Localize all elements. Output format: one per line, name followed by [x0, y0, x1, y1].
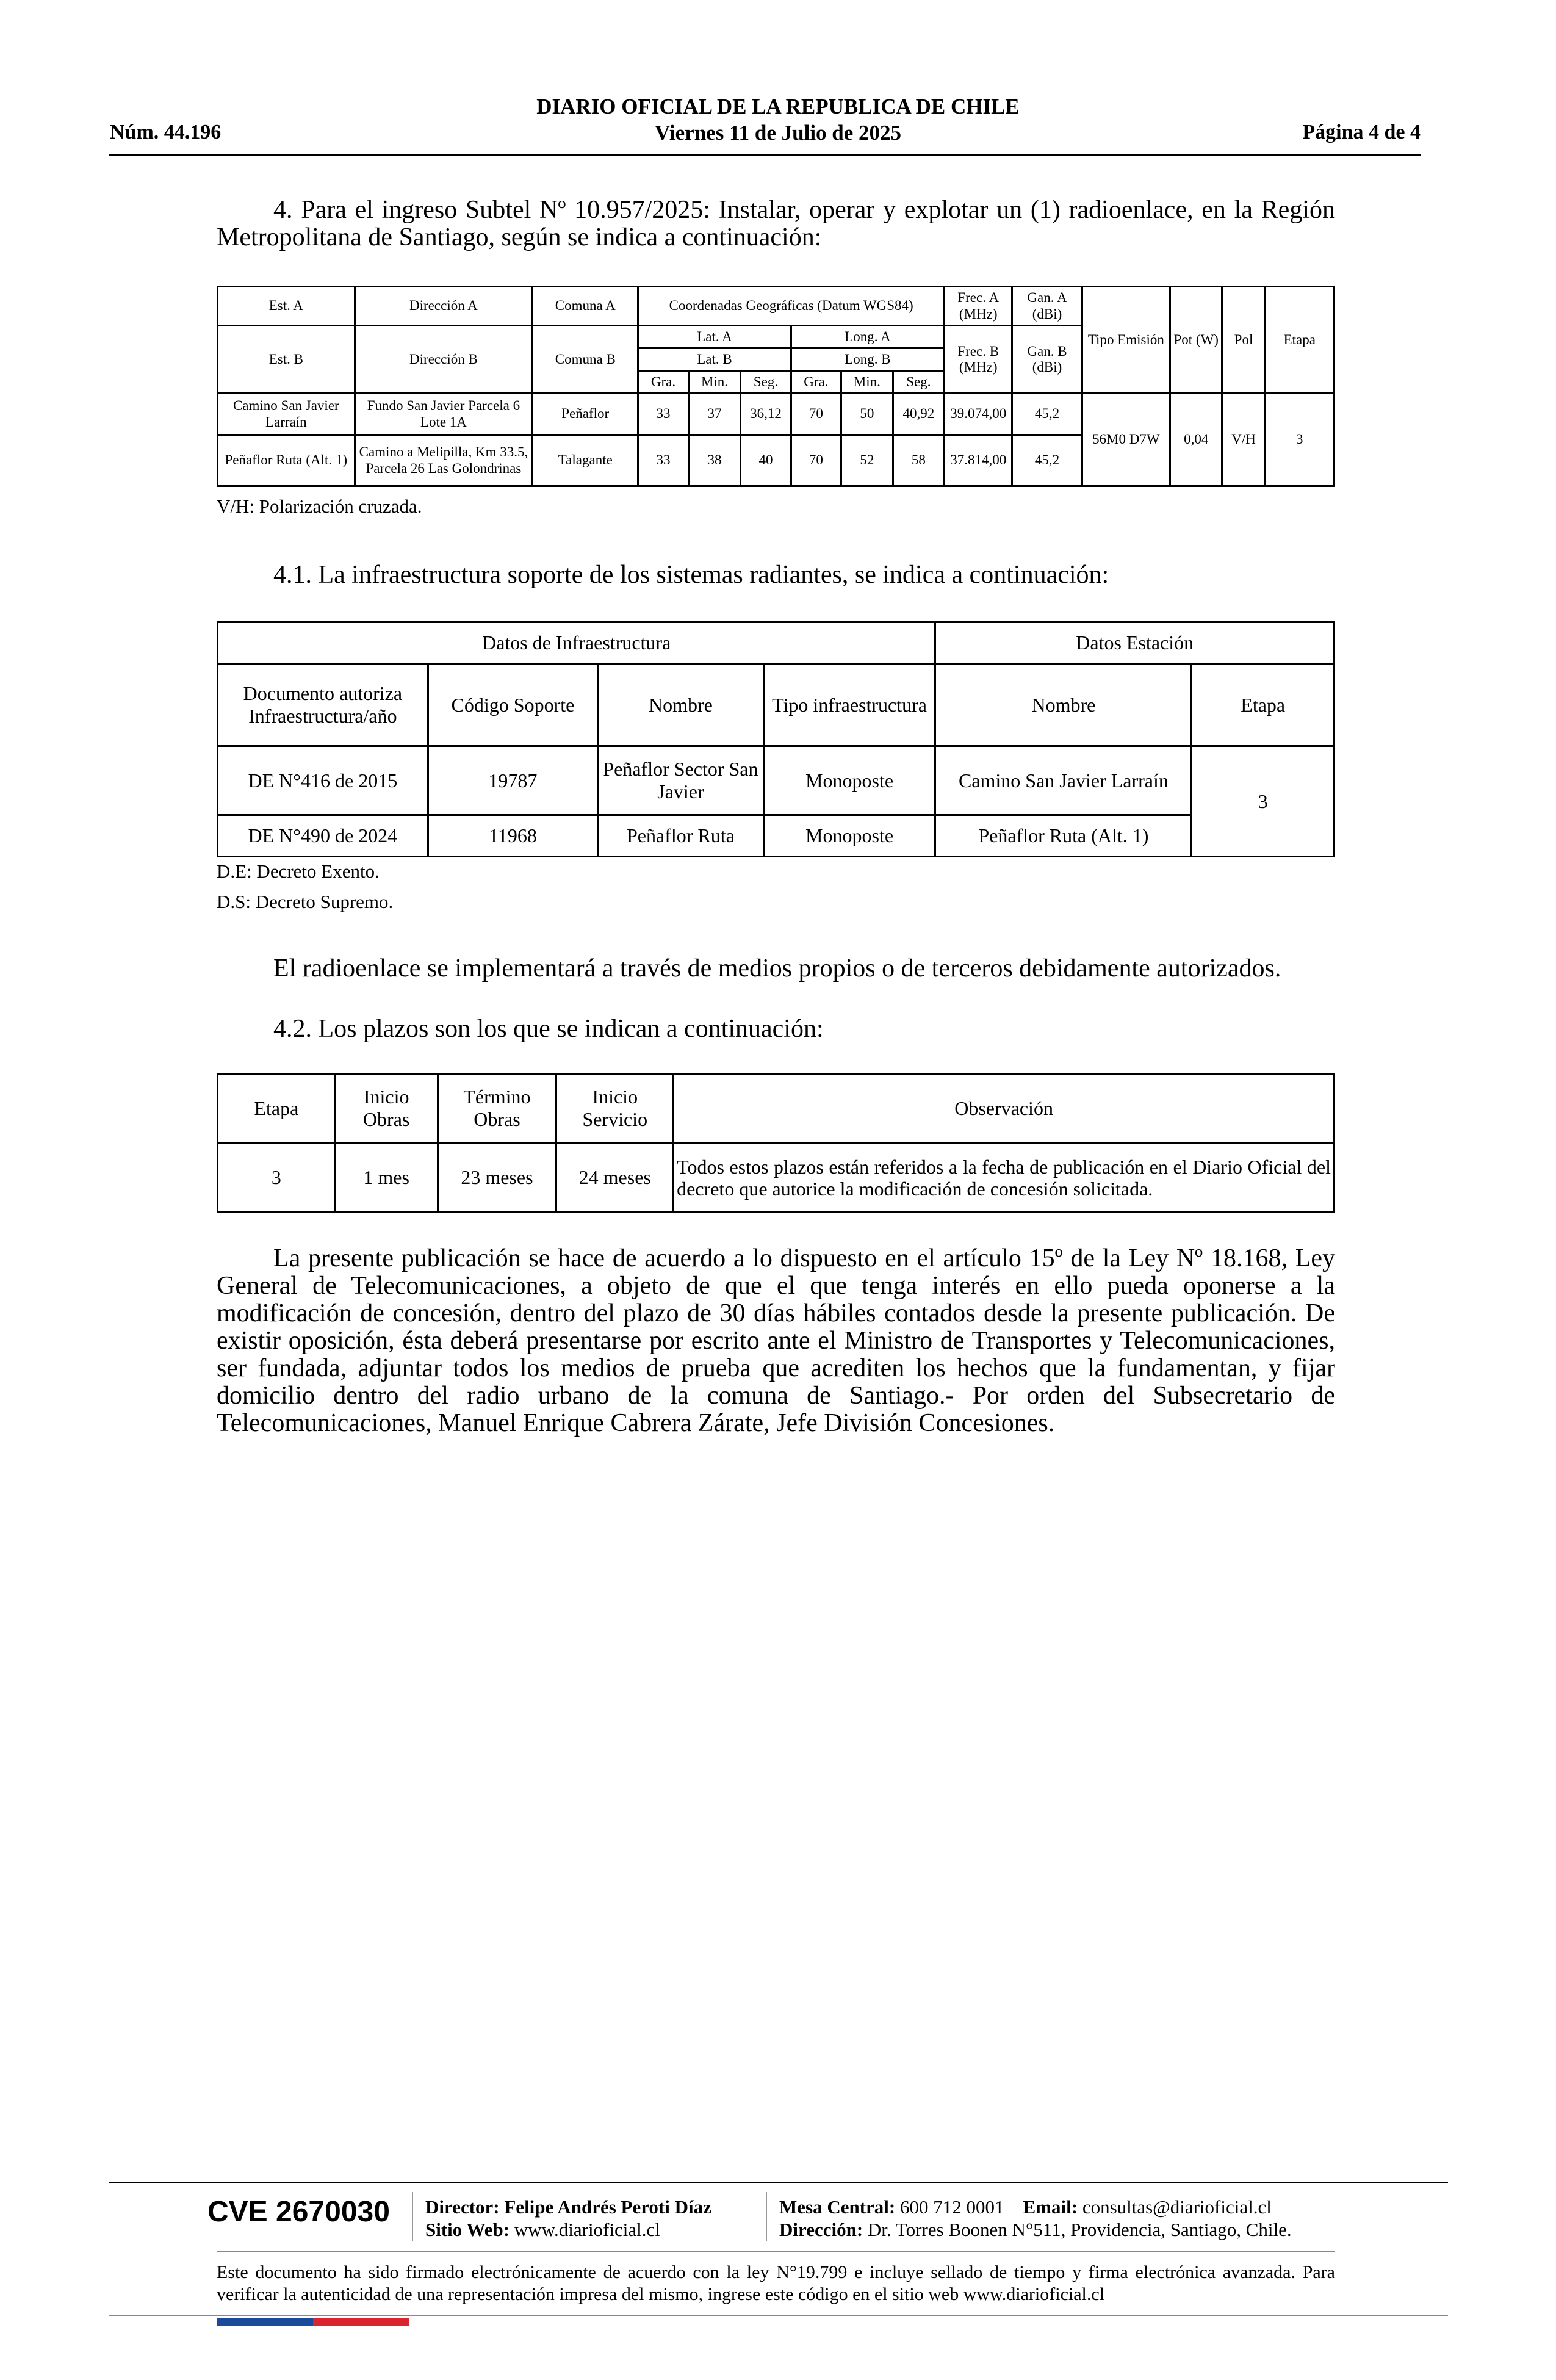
col-documento: Documento autoriza Infraestructura/año: [218, 664, 428, 746]
cell: 19787: [428, 746, 597, 815]
col-lat-gra: Gra.: [638, 371, 688, 394]
cell: 40: [741, 435, 791, 486]
cell: 45,2: [1012, 394, 1082, 435]
col-lat-seg: Seg.: [741, 371, 791, 394]
col-lat-min: Min.: [688, 371, 741, 394]
web-link[interactable]: www.diarioficial.cl: [514, 2219, 660, 2240]
col-com-b: Comuna B: [533, 326, 638, 394]
station-a-name: Camino San Javier Larraín: [218, 394, 355, 435]
cell: 70: [791, 435, 841, 486]
note-decreto-exento: D.E: Decreto Exento.: [217, 860, 380, 882]
col-coord: Coordenadas Geográficas (Datum WGS84): [638, 287, 945, 326]
note-decreto-supremo: D.S: Decreto Supremo.: [217, 891, 394, 912]
table-row: [218, 394, 1334, 435]
flag-blue-stripe: [217, 2318, 313, 2326]
section-41-intro: 4.1. La infraestructura soporte de los sistemas radiantes, se indica a continuación:: [273, 561, 1109, 589]
section-42-intro: 4.2. Los plazos son los que se indican a continuación:: [273, 1015, 824, 1043]
phone: 600 712 0001: [900, 2196, 1004, 2218]
cell: 1 mes: [335, 1143, 438, 1213]
web-label: Sitio Web:: [425, 2219, 510, 2240]
col-long-a: Long. A: [791, 326, 944, 348]
footer-divider: [217, 2251, 1335, 2252]
etapa-value: 3: [1265, 394, 1334, 486]
col-etapa: Etapa: [1192, 664, 1334, 746]
cell: Peñaflor Ruta: [598, 815, 764, 857]
station-b-address: Camino a Melipilla, Km 33.5, Parcela 26 Las Golondrinas: [355, 435, 533, 486]
col-com-a: Comuna A: [533, 287, 638, 326]
col-dir-b: Dirección B: [355, 326, 533, 394]
col-tipo-infra: Tipo infraestructura: [763, 664, 935, 746]
publication-title: DIARIO OFICIAL DE LA REPUBLICA DE CHILE: [536, 95, 1020, 118]
issue-number: Núm. 44.196: [110, 121, 222, 143]
station-b-comuna: Talagante: [533, 435, 638, 486]
cell: 36,12: [741, 394, 791, 435]
col-lat-a: Lat. A: [638, 326, 791, 348]
cell: 52: [841, 435, 893, 486]
col-tipo-emision: Tipo Emisión: [1082, 287, 1170, 394]
pot-value: 0,04: [1170, 394, 1222, 486]
cell: Monoposte: [763, 746, 935, 815]
col-frec-b: Frec. B (MHz): [945, 326, 1012, 394]
cell: Monoposte: [763, 815, 935, 857]
col-gan-a: Gan. A (dBi): [1012, 287, 1082, 326]
col-lon-seg: Seg.: [893, 371, 944, 394]
deadlines-table: [217, 1073, 1335, 1213]
col-gan-b: Gan. B (dBi): [1012, 326, 1082, 394]
flag-color-bar: [217, 2318, 409, 2326]
footer-separator: [766, 2192, 767, 2241]
flag-red-stripe: [313, 2318, 409, 2326]
col-pol: Pol: [1222, 287, 1265, 394]
polarization-note: V/H: Polarización cruzada.: [217, 496, 422, 517]
header-divider: [109, 154, 1421, 156]
col-nombre-estacion: Nombre: [935, 664, 1192, 746]
director-name: Felipe Andrés Peroti Díaz: [504, 2196, 711, 2218]
col-frec-a: Frec. A (MHz): [945, 287, 1012, 326]
table-row: [218, 1143, 1334, 1213]
email-link[interactable]: consultas@diarioficial.cl: [1082, 2196, 1272, 2218]
cve-code: CVE 2670030: [207, 2196, 390, 2228]
cell: 40,92: [893, 394, 944, 435]
col-nombre: Nombre: [598, 664, 764, 746]
col-inicio-servicio: Inicio Servicio: [556, 1074, 674, 1143]
cell: Peñaflor Ruta (Alt. 1): [935, 815, 1192, 857]
col-lat-b: Lat. B: [638, 348, 791, 371]
cell: 50: [841, 394, 893, 435]
section-4-intro: 4. Para el ingreso Subtel Nº 10.957/2025: Instalar, operar y explotar un (1) radioenlace, en la Región Metropolitana de Santiago, según se indica a continuación:: [217, 196, 1335, 251]
director-label: Director:: [425, 2196, 500, 2218]
infrastructure-table: [217, 621, 1335, 857]
footer-legal-text: Este documento ha sido firmado electrónicamente de acuerdo con la ley N°19.799 e incluye sellado de tiempo y firma electrónica avanzada. Para verificar la autenticidad de una representación impresa del mismo, ingrese este código en el sitio web www.diarioficial.cl: [217, 2262, 1335, 2304]
radiolink-table: [217, 286, 1335, 487]
address: Dr. Torres Boonen N°511, Providencia, Santiago, Chile.: [867, 2219, 1292, 2240]
col-dir-a: Dirección A: [355, 287, 533, 326]
col-est-b: Est. B: [218, 326, 355, 394]
tipo-emision-value: 56M0 D7W: [1082, 394, 1170, 486]
col-lon-min: Min.: [841, 371, 893, 394]
address-label: Dirección:: [779, 2219, 863, 2240]
col-codigo: Código Soporte: [428, 664, 597, 746]
table-row: [218, 815, 1334, 857]
col-est-a: Est. A: [218, 287, 355, 326]
col-long-b: Long. B: [791, 348, 944, 371]
col-pot: Pot (W): [1170, 287, 1222, 394]
footer-separator: [412, 2192, 413, 2241]
cell: 24 meses: [556, 1143, 674, 1213]
cell: 3: [218, 1143, 336, 1213]
station-a-comuna: Peñaflor: [533, 394, 638, 435]
mesa-label: Mesa Central:: [779, 2196, 896, 2218]
cell: 23 meses: [438, 1143, 556, 1213]
publication-date: Viernes 11 de Julio de 2025: [654, 121, 902, 145]
cell: 39.074,00: [945, 394, 1012, 435]
email-label: Email:: [1023, 2196, 1078, 2218]
col-etapa: Etapa: [1265, 287, 1334, 394]
cell: Peñaflor Sector San Javier: [598, 746, 764, 815]
pol-value: V/H: [1222, 394, 1265, 486]
table-row: [218, 746, 1334, 815]
cell: Camino San Javier Larraín: [935, 746, 1192, 815]
cell: 11968: [428, 815, 597, 857]
cell: 33: [638, 435, 688, 486]
col-termino-obras: Término Obras: [438, 1074, 556, 1143]
cell: 45,2: [1012, 435, 1082, 486]
col-lon-gra: Gra.: [791, 371, 841, 394]
station-b-name: Peñaflor Ruta (Alt. 1): [218, 435, 355, 486]
footer-divider: [109, 2182, 1448, 2183]
station-a-address: Fundo San Javier Parcela 6 Lote 1A: [355, 394, 533, 435]
page-number: Página 4 de 4: [1302, 121, 1421, 143]
observation-text: Todos estos plazos están referidos a la fecha de publicación en el Diario Oficial del decreto que autorice la modificación de concesión solicitada.: [674, 1143, 1334, 1213]
cell: 37: [688, 394, 741, 435]
etapa-value: 3: [1192, 746, 1334, 857]
col-observacion: Observación: [674, 1074, 1334, 1143]
cell: 58: [893, 435, 944, 486]
footer-contact-block: [779, 2196, 1292, 2241]
cell: 37.814,00: [945, 435, 1012, 486]
radiolink-paragraph: El radioenlace se implementará a través de medios propios o de terceros debidamente autorizados.: [273, 954, 1281, 983]
cell: 70: [791, 394, 841, 435]
footer-director-block: [425, 2196, 711, 2241]
cell: 38: [688, 435, 741, 486]
infra-group-header: Datos de Infraestructura: [218, 622, 935, 664]
col-inicio-obras: Inicio Obras: [335, 1074, 438, 1143]
station-group-header: Datos Estación: [935, 622, 1334, 664]
col-etapa: Etapa: [218, 1074, 336, 1143]
cell: 33: [638, 394, 688, 435]
cell: DE N°416 de 2015: [218, 746, 428, 815]
footer-divider: [109, 2315, 1448, 2316]
closing-paragraph: La presente publicación se hace de acuerdo a lo dispuesto en el artículo 15º de la Ley Nº 18.168, Ley General de Telecomunicaciones, a objeto de que el que tenga interés en ello pueda oponerse a la modificación de concesión, dentro del plazo de 30 días hábiles contados desde la presente publicación. De existir oposición, ésta deberá presentarse por escrito ante el Ministro de Transportes y Telecomunicaciones, ser fundada, adjuntar todos los medios de prueba que acrediten los hechos que la fundamentan, y fijar domicilio dentro del radio urbano de la comuna de Santiago.- Por orden del Subsecretario de Telecomunicaciones, Manuel Enrique Cabrera Zárate, Jefe División Concesiones.: [217, 1244, 1335, 1437]
cell: DE N°490 de 2024: [218, 815, 428, 857]
